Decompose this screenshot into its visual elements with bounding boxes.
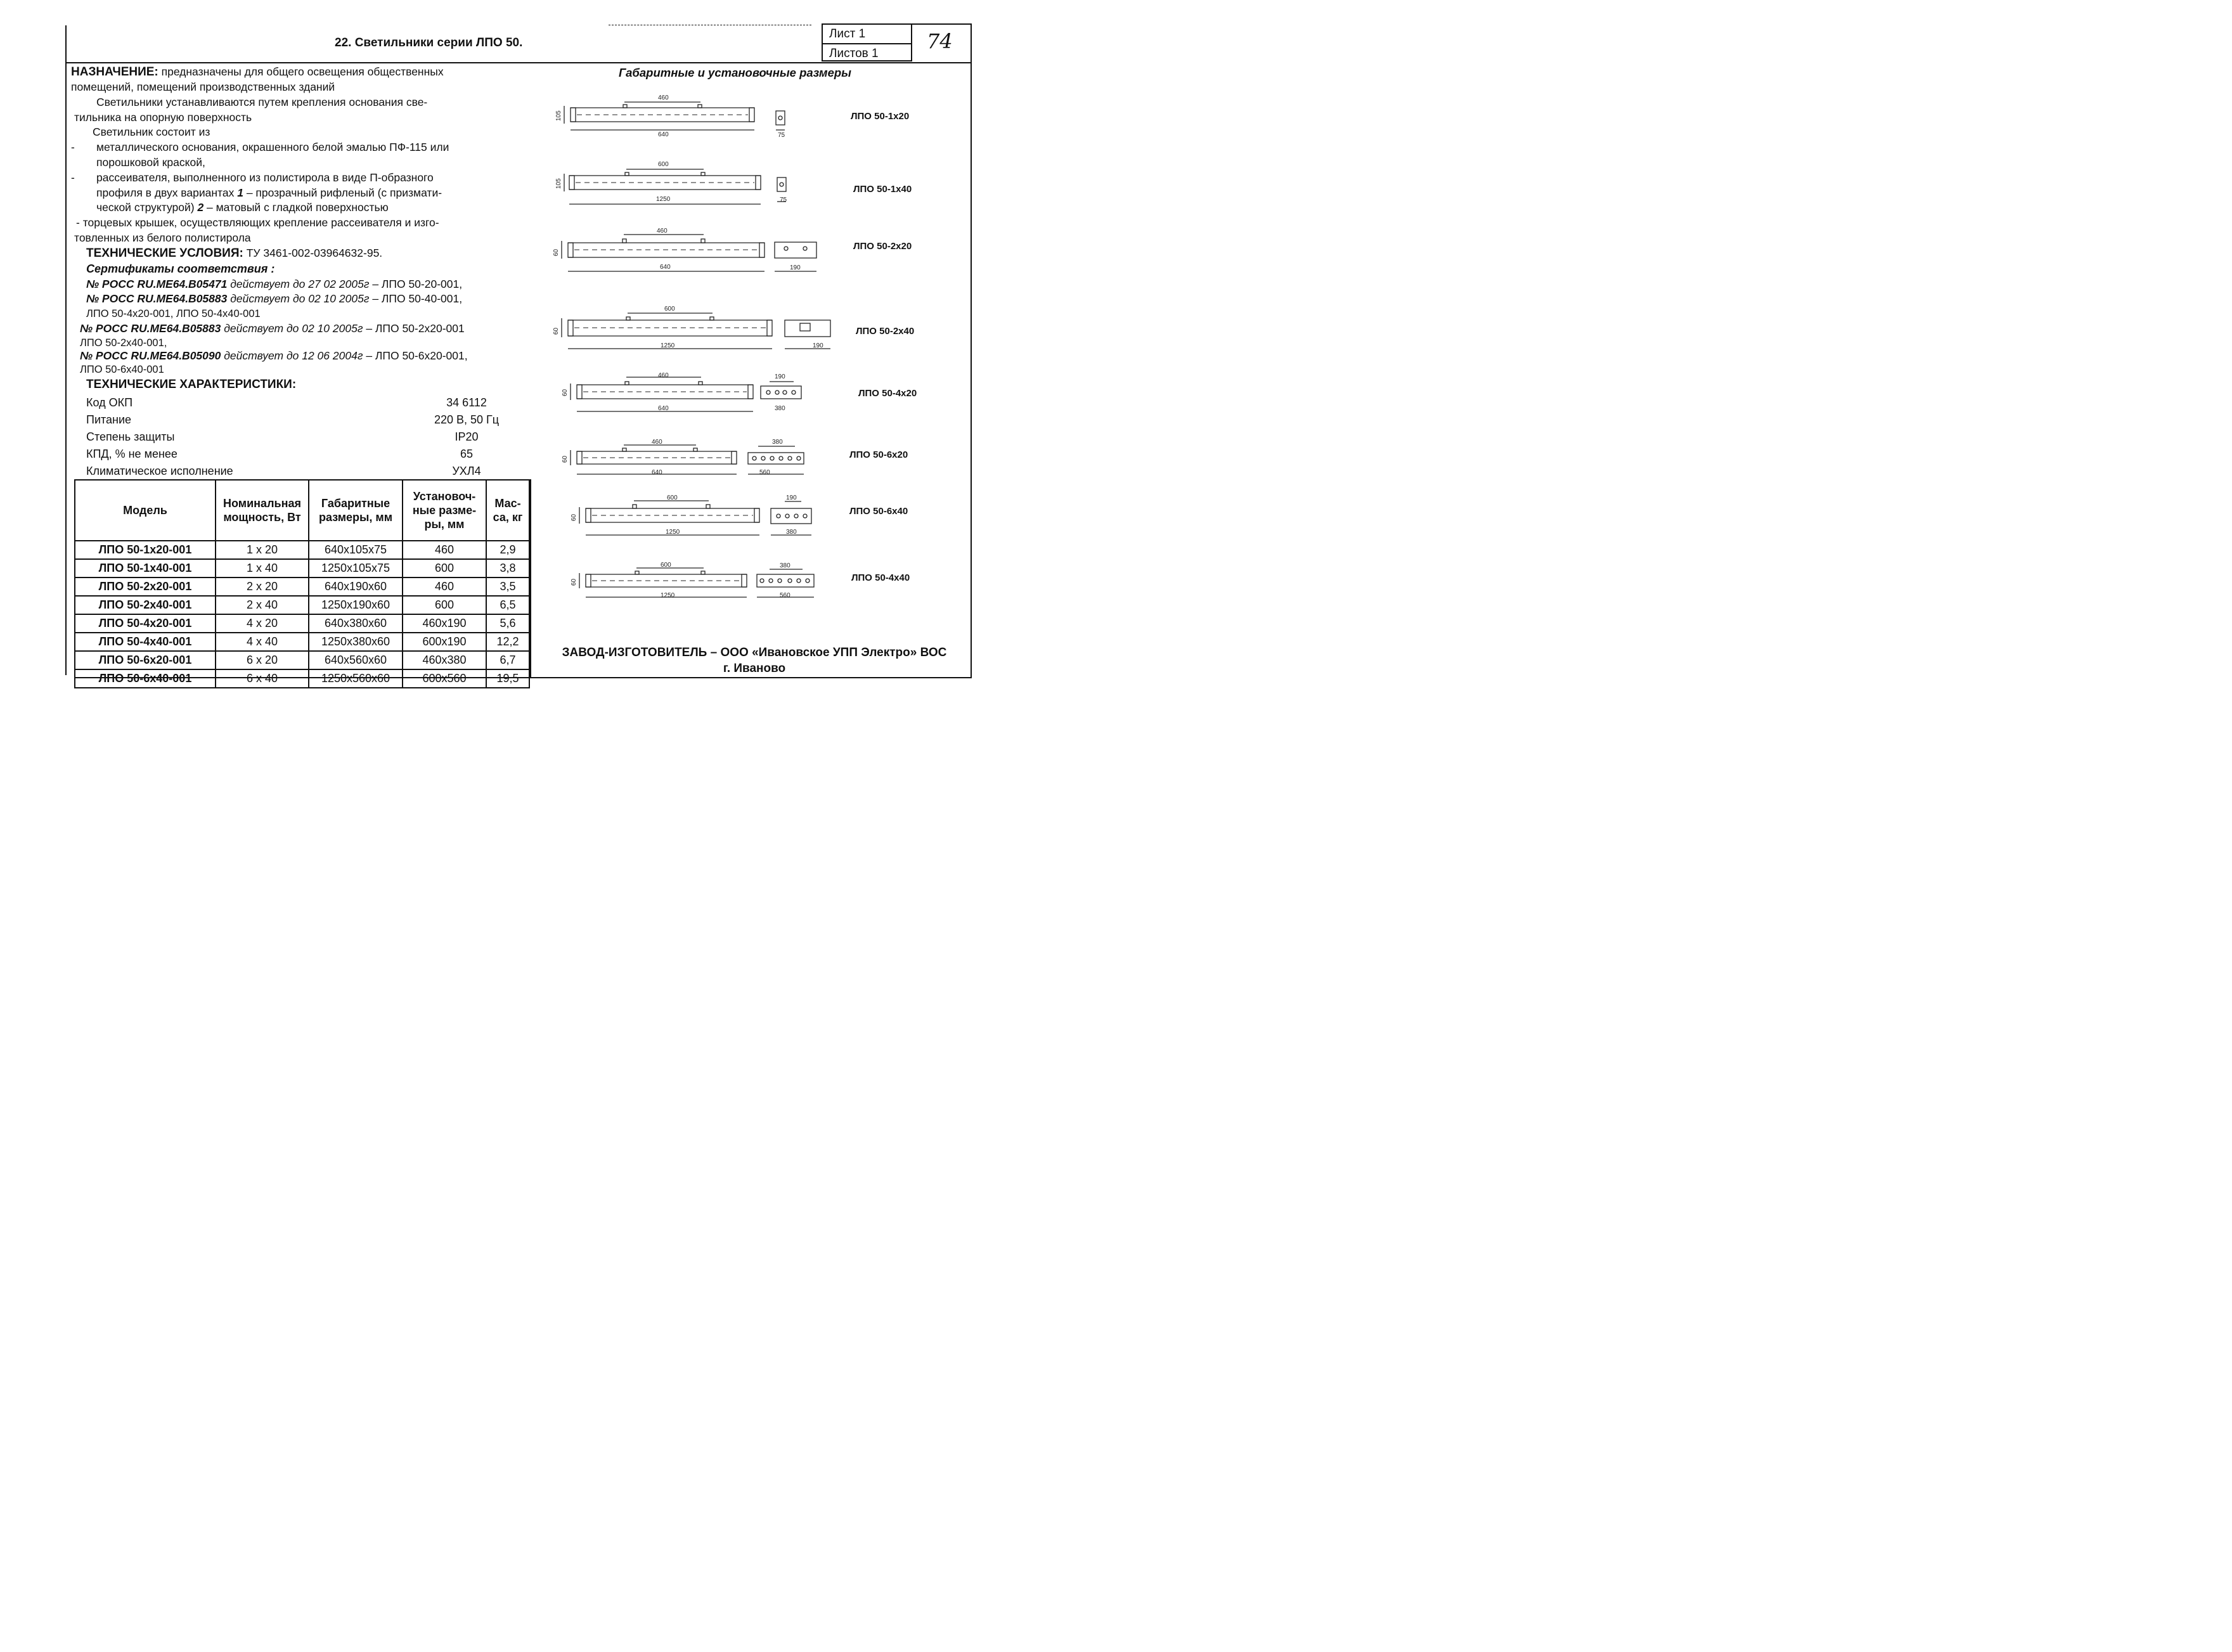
side-dim: 75	[780, 197, 787, 203]
cell-install: 460х380	[403, 651, 486, 669]
header-mass: Мас-са, кг	[486, 480, 529, 541]
cell-power: 4 х 40	[216, 633, 309, 651]
sheets-count-label: Листов 1	[823, 43, 911, 61]
cell-install: 460	[403, 541, 486, 559]
side-dim: 190	[813, 342, 823, 349]
drawing-lpo-1x20	[552, 92, 799, 143]
drawing-lpo-4x40	[568, 559, 822, 603]
cell-install: 600	[403, 559, 486, 578]
spec-row	[86, 463, 517, 480]
height-dim: 60	[553, 327, 560, 335]
drawing-lpo-6x40	[568, 492, 822, 543]
side-dim: 560	[759, 469, 770, 476]
purpose-line-1	[71, 65, 444, 80]
length-dim: 1250	[656, 196, 671, 203]
certificate-models: – ЛПО 50-6х20-001,	[363, 349, 468, 362]
length-dim: 640	[660, 264, 671, 271]
table-row	[75, 633, 529, 651]
table-row	[75, 578, 529, 596]
install-line-2: тильника на опорную поверхность	[74, 111, 252, 124]
certificate-line-1	[86, 277, 462, 292]
cell-dimensions: 1250х105х75	[309, 559, 403, 578]
cell-mass: 3,8	[486, 559, 529, 578]
cell-mass: 3,5	[486, 578, 529, 596]
item2-line-3c: – матовый с гладкой поверхностью	[203, 201, 389, 214]
spec-value: 220 В, 50 Гц	[434, 413, 500, 426]
certificates-label: Сертификаты соответствия :	[86, 262, 275, 275]
item2-line-1: рассеивателя, выполненного из полистирола в виде П-образного	[96, 171, 434, 184]
table-row	[75, 614, 529, 633]
specs-label: ТЕХНИЧЕСКИЕ ХАРАКТЕРИСТИКИ:	[86, 378, 297, 391]
header-dimensions: Габаритные размеры, мм	[309, 480, 403, 541]
cell-power: 4 х 20	[216, 614, 309, 633]
table-row	[75, 559, 529, 578]
cell-model: ЛПО 50-1х20-001	[75, 541, 216, 559]
spec-name: Степень защиты	[86, 430, 175, 443]
length-dim: 640	[658, 405, 669, 412]
drawing-label: ЛПО 50-1х20	[851, 111, 910, 122]
column-divider-line	[530, 479, 531, 678]
cell-model: ЛПО 50-4х40-001	[75, 633, 216, 651]
spec-value: IP20	[455, 430, 479, 443]
install-dim: 600	[661, 562, 671, 569]
install-dim: 460	[657, 228, 668, 235]
certificate-models: – ЛПО 50-20-001,	[369, 278, 463, 290]
drawing-lpo-2x40	[549, 304, 841, 355]
table-row	[75, 541, 529, 559]
spec-row	[86, 394, 517, 411]
purpose-text-1: предназначены для общего освещения общественных	[158, 65, 444, 78]
certificate-models: ЛПО 50-6х40-001	[80, 364, 164, 375]
cell-dimensions: 640х380х60	[309, 614, 403, 633]
cell-mass: 19,5	[486, 669, 529, 688]
cell-install: 600х560	[403, 669, 486, 688]
drawing-lpo-6x20	[558, 437, 811, 482]
cell-dimensions: 1250х190х60	[309, 596, 403, 614]
drawing-label: ЛПО 50-1х40	[853, 184, 912, 195]
height-dim: 60	[562, 455, 569, 463]
drawing-label: ЛПО 50-4х20	[858, 388, 917, 399]
header-install-dimensions: Установоч-ные разме-ры, мм	[403, 480, 486, 541]
item2-line-2a: профиля в двух вариантах	[96, 186, 238, 199]
spec-name: КПД, % не менее	[86, 448, 177, 460]
drawing-label: ЛПО 50-2х20	[853, 241, 912, 252]
cell-dimensions: 1250х560х60	[309, 669, 403, 688]
tech-conditions-line	[86, 246, 382, 261]
item3-line-1: - торцевых крышек, осуществляющих крепление рассеивателя и изго-	[76, 216, 439, 229]
table-row	[75, 669, 529, 688]
cell-model: ЛПО 50-4х20-001	[75, 614, 216, 633]
side-dim: 560	[780, 592, 790, 599]
header-model: Модель	[75, 480, 216, 541]
tech-conditions-value: ТУ 3461-002-03964632-95.	[243, 247, 383, 259]
spec-row	[86, 446, 517, 463]
side-dim: 380	[775, 405, 785, 412]
table-row	[75, 596, 529, 614]
handwritten-sheet-number: 74	[927, 29, 953, 53]
drawing-label: ЛПО 50-6х20	[849, 449, 908, 460]
certificate-models: ЛПО 50-2х40-001,	[80, 337, 167, 349]
drawing-label: ЛПО 50-4х40	[851, 572, 910, 583]
header-power: Номинальная мощность, Вт	[216, 480, 309, 541]
variant-1-mark: 1	[237, 186, 243, 199]
height-dim: 105	[555, 178, 562, 189]
drawing-lpo-2x20	[549, 227, 828, 278]
cell-mass: 5,6	[486, 614, 529, 633]
certificate-validity: действует до 12 06 2004г	[221, 349, 363, 362]
side-top-dim: 190	[786, 494, 797, 501]
cell-dimensions: 640х105х75	[309, 541, 403, 559]
cell-model: ЛПО 50-6х20-001	[75, 651, 216, 669]
variant-2-mark: 2	[197, 201, 204, 214]
cell-model: ЛПО 50-6х40-001	[75, 669, 216, 688]
height-dim: 105	[555, 110, 562, 121]
cell-dimensions: 1250х380х60	[309, 633, 403, 651]
cell-dimensions: 640х560х60	[309, 651, 403, 669]
spec-value: УХЛ4	[452, 465, 481, 477]
cell-power: 1 х 40	[216, 559, 309, 578]
side-dim: 380	[786, 529, 797, 536]
side-dim: 75	[778, 132, 785, 139]
drawing-lpo-4x20	[558, 371, 811, 415]
item1-line-2: порошковой краской,	[96, 156, 205, 169]
height-dim: 60	[562, 389, 569, 396]
cell-install: 460х190	[403, 614, 486, 633]
install-line-1: Светильники устанавливаются путем крепления основания све-	[96, 96, 428, 108]
certificate-models: – ЛПО 50-40-001,	[369, 292, 463, 305]
cell-model: ЛПО 50-2х20-001	[75, 578, 216, 596]
drawing-lpo-1x40	[552, 160, 799, 210]
install-dim: 600	[664, 306, 675, 313]
certificate-validity: действует до 27 02 2005г	[227, 278, 370, 290]
manufacturer-line-1: ЗАВОД-ИЗГОТОВИТЕЛЬ – ООО «Ивановское УПП Электро» ВОС	[562, 646, 947, 659]
length-dim: 640	[658, 131, 669, 138]
cell-install: 460	[403, 578, 486, 596]
side-top-dim: 380	[780, 562, 790, 569]
sheet-label: Лист 1	[829, 27, 866, 41]
certificate-line-7	[80, 363, 164, 378]
item3-line-2: товленных из белого полистирола	[74, 231, 251, 244]
item2-line-2	[96, 186, 442, 201]
specs-list	[86, 394, 517, 480]
manufacturer-line-2: г. Иваново	[723, 662, 786, 675]
drawing-label: ЛПО 50-2х40	[856, 326, 915, 337]
spec-value: 34 6112	[446, 396, 487, 409]
certificate-number: № РОСС RU.МЕ64.В05883	[80, 322, 221, 335]
length-dim: 1250	[661, 592, 675, 599]
height-dim: 60	[553, 248, 560, 256]
frame-right-line	[971, 23, 972, 678]
tech-conditions-label: ТЕХНИЧЕСКИЕ УСЛОВИЯ:	[86, 247, 243, 260]
length-dim: 1250	[661, 342, 675, 349]
install-dim: 600	[667, 494, 678, 501]
cell-mass: 2,9	[486, 541, 529, 559]
item2-line-3a: ческой структурой)	[96, 201, 198, 214]
cell-power: 2 х 40	[216, 596, 309, 614]
certificate-line-2	[86, 292, 462, 307]
table-row	[75, 651, 529, 669]
install-dim: 460	[658, 372, 669, 379]
side-dim: 190	[790, 264, 801, 271]
spec-row	[86, 429, 517, 446]
install-dim: 460	[658, 94, 669, 101]
item2-line-2c: – прозрачный рифленый (с призмати-	[243, 186, 442, 199]
sheet-top-line	[912, 23, 972, 25]
spec-name: Код ОКП	[86, 396, 133, 409]
sheet-info-box	[822, 23, 912, 61]
cell-mass: 12,2	[486, 633, 529, 651]
frame-left-line	[65, 25, 67, 675]
certificate-validity: действует до 02 10 2005г	[221, 322, 363, 335]
table-header-row	[75, 480, 529, 541]
spec-value: 65	[460, 448, 474, 460]
cell-mass: 6,5	[486, 596, 529, 614]
side-top-dim: 380	[772, 439, 783, 446]
certificate-number: № РОСС RU.МЕ64.В05471	[86, 278, 228, 290]
cell-power: 2 х 20	[216, 578, 309, 596]
item2-line-3	[96, 200, 389, 216]
purpose-line-2: помещений, помещений производственных зданий	[71, 81, 335, 93]
purpose-label: НАЗНАЧЕНИЕ:	[71, 65, 158, 79]
cell-model: ЛПО 50-1х40-001	[75, 559, 216, 578]
manufacturer-block	[539, 645, 970, 676]
certificate-models: – ЛПО 50-2х20-001	[363, 322, 465, 335]
spec-name: Питание	[86, 413, 132, 426]
certificate-line-6	[80, 349, 468, 364]
cell-mass: 6,7	[486, 651, 529, 669]
certificate-line-4	[80, 321, 465, 337]
cell-install: 600	[403, 596, 486, 614]
models-table	[74, 479, 530, 688]
length-dim: 1250	[666, 529, 680, 536]
cell-power: 1 х 20	[216, 541, 309, 559]
spec-row	[86, 411, 517, 429]
install-dim: 460	[652, 439, 662, 446]
certificate-validity: действует до 02 10 2005г	[227, 292, 370, 305]
cell-power: 6 х 20	[216, 651, 309, 669]
certificate-models: ЛПО 50-4х20-001, ЛПО 50-4х40-001	[86, 308, 261, 319]
spec-name: Климатическое исполнение	[86, 465, 233, 477]
height-dim: 60	[571, 578, 577, 586]
cell-power: 6 х 40	[216, 669, 309, 688]
cell-dimensions: 640х190х60	[309, 578, 403, 596]
item2-dash: -	[71, 171, 75, 184]
cell-model: ЛПО 50-2х40-001	[75, 596, 216, 614]
length-dim: 640	[652, 469, 662, 476]
cell-install: 600х190	[403, 633, 486, 651]
drawing-label: ЛПО 50-6х40	[849, 506, 908, 517]
item1-dash: -	[71, 141, 75, 153]
install-dim: 600	[658, 161, 669, 168]
drawings-title: Габаритные и установочные размеры	[619, 66, 851, 79]
height-dim: 60	[571, 513, 577, 521]
side-top-dim: 190	[775, 373, 785, 380]
consists-line: Светильник состоит из	[93, 126, 210, 138]
item1-line-1: металлического основания, окрашенного белой эмалью ПФ-115 или	[96, 141, 449, 153]
certificate-number: № РОСС RU.МЕ64.В05090	[80, 349, 221, 362]
certificate-number: № РОСС RU.МЕ64.В05883	[86, 292, 228, 305]
page-title: 22. Светильники серии ЛПО 50.	[335, 36, 523, 49]
certificate-line-3	[86, 307, 261, 322]
